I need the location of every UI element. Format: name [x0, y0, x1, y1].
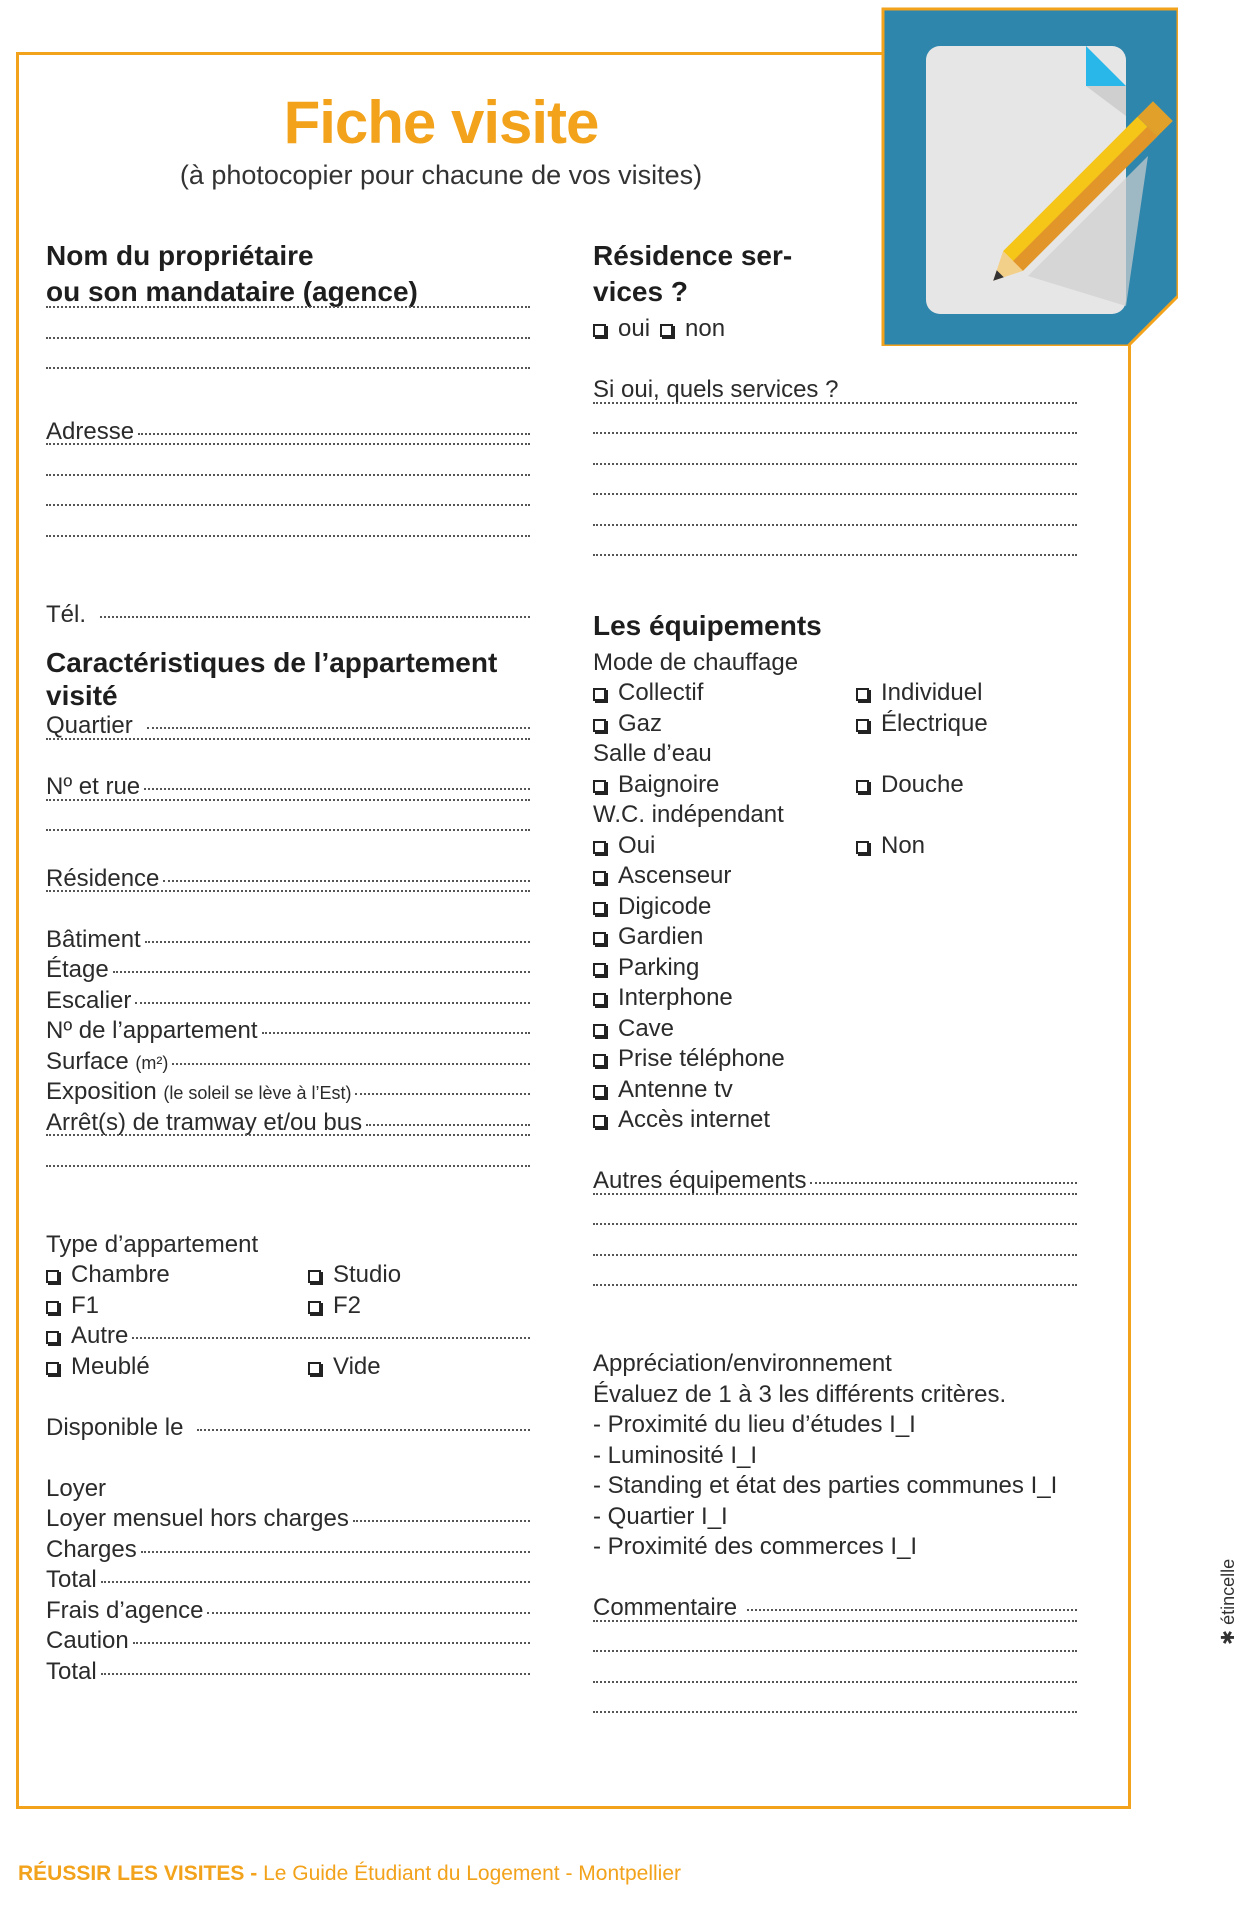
vide-option[interactable] — [308, 1352, 381, 1383]
type-row — [46, 1260, 530, 1291]
address-line[interactable] — [46, 539, 530, 570]
wc-label: W.C. indépendant — [593, 801, 784, 828]
parking-option[interactable] — [593, 953, 1077, 984]
checkbox[interactable] — [593, 963, 606, 976]
electrique-option[interactable] — [856, 709, 988, 740]
apartment-number-label: Nº de l’appartement — [46, 1017, 258, 1044]
bathroom-row — [593, 770, 1077, 801]
apartment-number-field[interactable] — [46, 1016, 530, 1047]
deposit-field[interactable] — [46, 1626, 530, 1657]
phone-jack-option[interactable] — [593, 1044, 1077, 1075]
chambre-label: Chambre — [71, 1261, 170, 1288]
gardien-label: Gardien — [618, 923, 704, 950]
equipment-heading: Les équipements — [593, 609, 822, 641]
building-label: Bâtiment — [46, 925, 141, 953]
checkbox[interactable] — [308, 1301, 321, 1314]
bathroom-label: Salle d’eau — [593, 740, 712, 767]
ascenseur-label: Ascenseur — [618, 862, 732, 889]
brand-logo: ✱ étincelle — [1218, 1558, 1238, 1645]
checkbox[interactable] — [46, 1362, 59, 1375]
total-field[interactable] — [46, 1657, 530, 1688]
checkbox[interactable] — [593, 688, 606, 701]
brand-name: étincelle — [1218, 1558, 1238, 1625]
type-label: Type d’appartement — [46, 1230, 259, 1258]
charges-field[interactable] — [46, 1535, 530, 1566]
right-column — [593, 238, 1077, 1746]
address-label: Adresse — [46, 417, 135, 445]
checkbox[interactable] — [856, 841, 869, 854]
charges-label: Charges — [46, 1535, 137, 1563]
checkbox[interactable] — [46, 1301, 59, 1314]
wc-no-label: Non — [881, 831, 926, 859]
phone-jack-label: Prise téléphone — [618, 1045, 785, 1072]
tv-antenna-option[interactable] — [593, 1075, 1077, 1106]
floor-label: Étage — [46, 956, 109, 983]
monthly-rent-field[interactable] — [46, 1504, 530, 1535]
parking-label: Parking — [618, 953, 700, 981]
chambre-option[interactable] — [46, 1260, 308, 1291]
criterion: - Proximité du lieu d’études I_I — [593, 1411, 916, 1438]
staircase-label: Escalier — [46, 986, 132, 1014]
interphone-label: Interphone — [618, 984, 733, 1011]
wc-yes-option[interactable] — [593, 831, 856, 862]
checkbox[interactable] — [593, 1085, 606, 1098]
digicode-label: Digicode — [618, 892, 712, 920]
autre-option[interactable] — [46, 1321, 530, 1352]
checkbox[interactable] — [856, 719, 869, 732]
building-field[interactable] — [46, 925, 530, 956]
comment-label: Commentaire — [593, 1594, 738, 1621]
gaz-label: Gaz — [618, 709, 663, 737]
surface-label: Surface — [46, 1047, 129, 1075]
quartier-line[interactable] — [46, 742, 530, 773]
checkbox[interactable] — [593, 841, 606, 854]
characteristics-heading: Caractéristiques de l’appartement — [46, 647, 498, 678]
residence-services-heading: Résidence ser- — [593, 240, 793, 271]
internet-option[interactable] — [593, 1105, 1077, 1136]
agency-fees-field[interactable] — [46, 1596, 530, 1627]
checkbox[interactable] — [593, 1024, 606, 1037]
owner-heading: Nom du propriétaire — [46, 240, 314, 271]
heating-row — [593, 709, 1077, 740]
yes-checkbox[interactable] — [593, 324, 606, 337]
comment-line[interactable] — [593, 1715, 1077, 1746]
digicode-option[interactable] — [593, 892, 1077, 923]
criterion: - Quartier I_I — [593, 1502, 728, 1530]
evaluate-instructions: Évaluez de 1 à 3 les différents critères. — [593, 1380, 1007, 1408]
page-title: Fiche visite — [283, 89, 599, 156]
type-row — [46, 1291, 530, 1322]
checkbox[interactable] — [593, 1054, 606, 1067]
cave-option[interactable] — [593, 1014, 1077, 1045]
collectif-label: Collectif — [618, 679, 704, 706]
checkbox[interactable] — [593, 780, 606, 793]
ascenseur-option[interactable] — [593, 861, 1077, 892]
checkbox[interactable] — [593, 932, 606, 945]
checkbox[interactable] — [308, 1270, 321, 1283]
footer-guide: Le Guide Étudiant du Logement - Montpellier — [263, 1862, 681, 1885]
street-label: Nº et rue — [46, 773, 141, 800]
floor-field[interactable] — [46, 955, 530, 986]
residence-line[interactable] — [46, 894, 530, 925]
owner-heading-2: ou son mandataire (agence) — [46, 276, 418, 307]
baignoire-option[interactable] — [593, 770, 856, 801]
exposure-field[interactable] — [46, 1077, 530, 1108]
deposit-label: Caution — [46, 1627, 129, 1654]
meuble-label: Meublé — [71, 1352, 150, 1380]
page-subtitle: (à photocopier pour chacune de vos visites) — [179, 160, 703, 190]
checkbox[interactable] — [856, 688, 869, 701]
checkbox[interactable] — [593, 902, 606, 915]
other-equipment-label: Autres équipements — [593, 1167, 807, 1194]
yes-no-row — [593, 314, 1077, 345]
autre-label: Autre — [71, 1322, 129, 1349]
surface-field[interactable] — [46, 1047, 530, 1078]
transit-line[interactable] — [46, 1169, 530, 1200]
baignoire-label: Baignoire — [618, 770, 720, 798]
checkbox[interactable] — [46, 1331, 59, 1344]
wc-row — [593, 831, 1077, 862]
vide-label: Vide — [333, 1352, 381, 1380]
characteristics-heading-2: visité — [46, 680, 118, 711]
individuel-label: Individuel — [881, 679, 983, 706]
gaz-option[interactable] — [593, 709, 856, 740]
rent-label: Loyer — [46, 1474, 107, 1502]
criterion: - Proximité des commerces I_I — [593, 1533, 918, 1560]
meuble-option[interactable] — [46, 1352, 308, 1383]
cave-label: Cave — [618, 1014, 675, 1042]
f2-label: F2 — [333, 1291, 362, 1319]
checkbox[interactable] — [856, 780, 869, 793]
collectif-option[interactable] — [593, 678, 856, 709]
appreciation-label: Appréciation/environnement — [593, 1350, 892, 1377]
left-column — [46, 238, 530, 1687]
criterion: - Luminosité I_I — [593, 1441, 758, 1469]
checkbox[interactable] — [593, 993, 606, 1006]
gardien-option[interactable] — [593, 922, 1077, 953]
quartier-label: Quartier — [46, 712, 133, 739]
wc-no-option[interactable] — [856, 831, 925, 862]
residence-label: Résidence — [46, 864, 160, 892]
f1-label: F1 — [71, 1291, 100, 1319]
checkbox[interactable] — [593, 719, 606, 732]
street-line[interactable] — [46, 833, 530, 864]
checkbox[interactable] — [593, 871, 606, 884]
interphone-option[interactable] — [593, 983, 1077, 1014]
transit-label: Arrêt(s) de tramway et/ou bus — [46, 1108, 363, 1136]
individuel-option[interactable] — [856, 678, 982, 709]
douche-label: Douche — [881, 770, 964, 798]
heating-label: Mode de chauffage — [593, 648, 799, 676]
checkbox[interactable] — [308, 1362, 321, 1375]
footer — [18, 1862, 681, 1886]
exposure-label: Exposition — [46, 1078, 157, 1105]
checkbox[interactable] — [593, 1115, 606, 1128]
agency-fees-label: Frais d’agence — [46, 1596, 204, 1624]
wc-yes-label: Oui — [618, 831, 656, 859]
tel-label: Tél. — [46, 600, 87, 628]
footer-section: RÉUSSIR LES VISITES - — [18, 1862, 258, 1885]
services-line[interactable] — [593, 558, 1077, 589]
studio-label: Studio — [333, 1261, 402, 1288]
no-label: non — [685, 315, 726, 342]
other-equipment-line[interactable] — [593, 1288, 1077, 1319]
available-label: Disponible le — [46, 1413, 184, 1441]
staircase-field[interactable] — [46, 986, 530, 1017]
internet-label: Accès internet — [618, 1106, 771, 1133]
residence-services-heading-2: vices ? — [593, 276, 688, 307]
no-checkbox[interactable] — [660, 324, 673, 337]
available-field[interactable] — [46, 1413, 530, 1444]
f2-option[interactable] — [308, 1291, 361, 1322]
electrique-label: Électrique — [881, 709, 988, 737]
total-label: Total — [46, 1657, 97, 1685]
type-row — [46, 1352, 530, 1383]
douche-option[interactable] — [856, 770, 964, 801]
studio-option[interactable] — [308, 1260, 401, 1291]
f1-option[interactable] — [46, 1291, 308, 1322]
criterion: - Standing et état des parties communes I_I — [593, 1472, 1058, 1499]
tv-antenna-label: Antenne tv — [618, 1075, 733, 1103]
monthly-rent-label: Loyer mensuel hors charges — [46, 1505, 349, 1532]
checkbox[interactable] — [46, 1270, 59, 1283]
services-label: Si oui, quels services ? — [593, 376, 839, 403]
total-label: Total — [46, 1566, 97, 1593]
surface-unit: (m²) — [135, 1052, 169, 1073]
exposure-note: (le soleil se lève à l’Est) — [163, 1083, 352, 1103]
yes-label: oui — [618, 315, 651, 342]
tel-field[interactable] — [46, 600, 530, 631]
heating-row — [593, 678, 1077, 709]
total-field[interactable] — [46, 1565, 530, 1596]
owner-line[interactable] — [46, 371, 530, 402]
